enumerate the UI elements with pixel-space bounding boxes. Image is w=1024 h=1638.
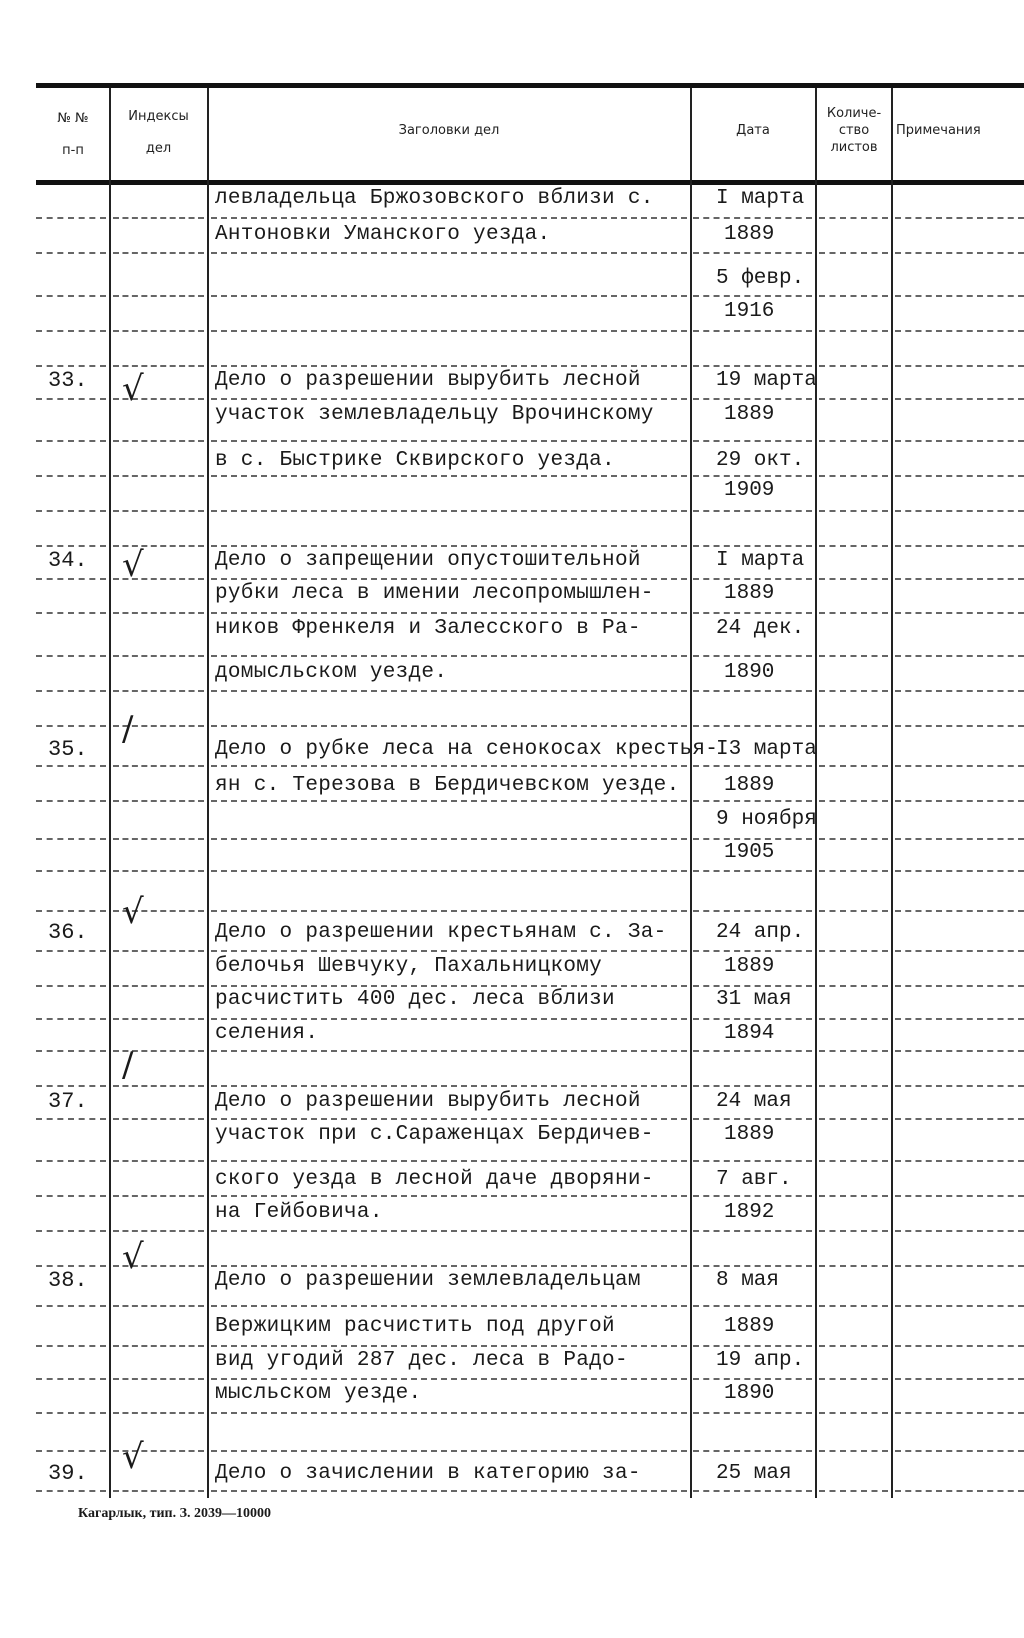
row-rule: [895, 365, 1024, 367]
row-number: 33.: [48, 368, 88, 393]
row-rule: [895, 1160, 1024, 1162]
row-rule: [113, 612, 204, 614]
column-divider: [690, 88, 692, 1498]
row-rule: [211, 1378, 687, 1380]
row-rule: [693, 870, 812, 872]
case-date: I3 марта: [716, 738, 817, 761]
row-rule: [693, 510, 812, 512]
row-rule: [895, 1018, 1024, 1020]
row-rule: [113, 1378, 204, 1380]
row-rule: [895, 1230, 1024, 1232]
row-rule: [819, 985, 888, 987]
row-rule: [895, 655, 1024, 657]
case-title-line: участок землевладельцу Врочинскому: [215, 403, 654, 426]
row-rule: [895, 252, 1024, 254]
case-title-line: вид угодий 287 дес. леса в Радо-: [215, 1349, 628, 1372]
column-divider: [207, 88, 209, 1498]
row-rule: [211, 950, 687, 952]
row-rule: [36, 1378, 106, 1380]
case-date: 1905: [724, 841, 775, 864]
row-rule: [211, 365, 687, 367]
row-rule: [113, 1195, 204, 1197]
row-number: 35.: [48, 737, 88, 762]
row-rule: [211, 612, 687, 614]
row-rule: [211, 838, 687, 840]
row-rule: [693, 330, 812, 332]
header-title: Заголовки дел: [398, 123, 500, 138]
case-title-line: Дело о зачислении в категорию за-: [215, 1462, 641, 1485]
row-rule: [693, 545, 812, 547]
row-rule: [211, 510, 687, 512]
row-rule: [36, 1230, 106, 1232]
row-rule: [819, 578, 888, 580]
row-rule: [211, 1412, 687, 1414]
row-number: 34.: [48, 548, 88, 573]
case-date: 5 февр.: [716, 267, 805, 290]
row-rule: [693, 295, 812, 297]
row-rule: [211, 1450, 687, 1452]
row-rule: [113, 1305, 204, 1307]
case-title-line: в с. Быстрике Сквирского уезда.: [215, 449, 615, 472]
row-number: 38.: [48, 1268, 88, 1293]
row-rule: [693, 690, 812, 692]
row-rule: [819, 475, 888, 477]
row-rule: [36, 1305, 106, 1307]
row-rule: [113, 765, 204, 767]
row-rule: [819, 1195, 888, 1197]
header-notes: Примечания: [896, 123, 981, 138]
row-rule: [36, 985, 106, 987]
case-title-line: левладельца Бржозовского вблизи с.: [215, 187, 654, 210]
row-rule: [113, 330, 204, 332]
row-rule: [819, 725, 888, 727]
row-rule: [693, 398, 812, 400]
case-title-line: участок при с.Сараженцах Бердичев-: [215, 1123, 654, 1146]
row-rule: [211, 1265, 687, 1267]
row-rule: [895, 398, 1024, 400]
row-rule: [895, 1412, 1024, 1414]
case-title-line: ского уезда в лесной даче дворяни-: [215, 1168, 654, 1191]
row-rule: [819, 1160, 888, 1162]
row-number: 37.: [48, 1089, 88, 1114]
header-index-line: дел: [145, 141, 172, 156]
row-rule: [819, 330, 888, 332]
case-date: 1894: [724, 1022, 775, 1045]
row-rule: [36, 1195, 106, 1197]
row-rule: [36, 1160, 106, 1162]
row-rule: [211, 330, 687, 332]
case-title-line: расчистить 400 дес. леса вблизи: [215, 988, 615, 1011]
row-rule: [693, 1050, 812, 1052]
case-date: 1889: [724, 955, 775, 978]
row-rule: [693, 1018, 812, 1020]
case-date: 19 апр.: [716, 1349, 805, 1372]
case-date: 24 дек.: [716, 617, 805, 640]
row-rule: [113, 1490, 204, 1492]
row-rule: [211, 1018, 687, 1020]
row-rule: [211, 870, 687, 872]
row-rule: [895, 330, 1024, 332]
row-rule: [113, 1118, 204, 1120]
row-rule: [693, 1378, 812, 1380]
case-date: 1890: [724, 661, 775, 684]
row-rule: [819, 1230, 888, 1232]
case-date: 1889: [724, 582, 775, 605]
row-rule: [819, 365, 888, 367]
row-rule: [895, 295, 1024, 297]
row-rule: [36, 910, 106, 912]
checkmark-icon: √: [122, 892, 144, 932]
row-rule: [113, 217, 204, 219]
row-rule: [36, 725, 106, 727]
row-rule: [819, 295, 888, 297]
row-rule: [819, 950, 888, 952]
row-rule: [819, 398, 888, 400]
row-rule: [819, 1265, 888, 1267]
row-rule: [36, 765, 106, 767]
row-rule: [819, 252, 888, 254]
row-rule: [113, 1160, 204, 1162]
row-rule: [895, 578, 1024, 580]
case-date: 19 марта: [716, 369, 817, 392]
row-rule: [113, 1230, 204, 1232]
row-rule: [211, 655, 687, 657]
row-rule: [36, 1050, 106, 1052]
row-rule: [211, 910, 687, 912]
case-date: 1889: [724, 403, 775, 426]
row-rule: [895, 1265, 1024, 1267]
row-rule: [211, 252, 687, 254]
printer-imprint: Кагарлык, тип. З. 2039—10000: [78, 1506, 272, 1521]
case-title-line: Дело о разрешении вырубить лесной: [215, 369, 641, 392]
case-title-line: Вержицким расчистить под другой: [215, 1315, 615, 1338]
checkmark-icon: √: [122, 369, 144, 409]
row-rule: [211, 765, 687, 767]
case-title-line: мысльском уезде.: [215, 1382, 422, 1405]
row-rule: [36, 252, 106, 254]
row-rule: [36, 800, 106, 802]
row-rule: [36, 870, 106, 872]
row-rule: [819, 655, 888, 657]
row-rule: [36, 1118, 106, 1120]
row-rule: [895, 1050, 1024, 1052]
row-rule: [36, 1412, 106, 1414]
row-rule: [819, 510, 888, 512]
row-rule: [211, 725, 687, 727]
row-rule: [36, 690, 106, 692]
row-rule: [693, 725, 812, 727]
row-rule: [895, 838, 1024, 840]
row-rule: [693, 612, 812, 614]
row-rule: [819, 1490, 888, 1492]
row-rule: [895, 510, 1024, 512]
case-date: 1889: [724, 223, 775, 246]
row-rule: [211, 217, 687, 219]
checkmark-icon: √: [122, 1437, 144, 1477]
row-rule: [819, 1345, 888, 1347]
row-rule: [693, 1085, 812, 1087]
row-rule: [113, 252, 204, 254]
case-title-line: Антоновки Уманского уезда.: [215, 223, 551, 246]
row-rule: [113, 1345, 204, 1347]
row-rule: [819, 440, 888, 442]
case-title-line: Дело о разрешении землевладельцам: [215, 1269, 641, 1292]
row-rule: [693, 578, 812, 580]
row-rule: [819, 1018, 888, 1020]
checkmark-icon: /: [122, 1045, 134, 1085]
header-bottom-rule: [36, 180, 1024, 185]
header-number-line: № №: [57, 111, 89, 126]
row-rule: [819, 612, 888, 614]
row-rule: [36, 1450, 106, 1452]
header-index-line: Индексы: [128, 109, 189, 124]
row-rule: [211, 578, 687, 580]
row-rule: [211, 1345, 687, 1347]
row-rule: [113, 365, 204, 367]
row-rule: [211, 440, 687, 442]
row-rule: [211, 800, 687, 802]
row-rule: [113, 1412, 204, 1414]
row-rule: [36, 217, 106, 219]
row-rule: [693, 655, 812, 657]
row-rule: [819, 545, 888, 547]
row-rule: [895, 217, 1024, 219]
case-date: I марта: [716, 549, 805, 572]
row-rule: [895, 1118, 1024, 1120]
case-title-line: на Гейбовича.: [215, 1201, 383, 1224]
row-rule: [211, 1050, 687, 1052]
row-rule: [113, 838, 204, 840]
row-rule: [36, 1490, 106, 1492]
checkmark-icon: /: [122, 709, 134, 749]
row-rule: [693, 217, 812, 219]
row-rule: [819, 1450, 888, 1452]
row-rule: [819, 690, 888, 692]
header-top-rule: [36, 83, 1024, 88]
column-divider: [109, 88, 111, 1498]
row-rule: [693, 1490, 812, 1492]
row-rule: [36, 545, 106, 547]
case-date: 29 окт.: [716, 449, 805, 472]
row-rule: [113, 475, 204, 477]
row-rule: [693, 1412, 812, 1414]
row-rule: [211, 475, 687, 477]
row-rule: [895, 950, 1024, 952]
case-date: 1889: [724, 774, 775, 797]
row-rule: [211, 1490, 687, 1492]
row-rule: [819, 765, 888, 767]
row-rule: [693, 910, 812, 912]
case-title-line: рубки леса в имении лесопромышлен-: [215, 582, 654, 605]
row-rule: [693, 1230, 812, 1232]
row-rule: [895, 690, 1024, 692]
case-title-line: белочья Шевчуку, Пахальницкому: [215, 955, 603, 978]
case-date: 7 авг.: [716, 1168, 792, 1191]
case-date: 1909: [724, 479, 775, 502]
row-rule: [36, 1265, 106, 1267]
case-title-line: домысльском уезде.: [215, 661, 448, 684]
row-rule: [113, 510, 204, 512]
row-rule: [36, 838, 106, 840]
case-date: 1916: [724, 300, 775, 323]
row-rule: [113, 800, 204, 802]
row-rule: [819, 1118, 888, 1120]
row-rule: [211, 1195, 687, 1197]
row-rule: [36, 330, 106, 332]
row-rule: [211, 1085, 687, 1087]
row-rule: [693, 950, 812, 952]
row-rule: [113, 870, 204, 872]
row-rule: [895, 1378, 1024, 1380]
row-rule: [819, 910, 888, 912]
case-date: I марта: [716, 187, 805, 210]
case-date: 24 мая: [716, 1090, 792, 1113]
case-date: 9 ноября: [716, 808, 817, 831]
row-rule: [113, 655, 204, 657]
row-rule: [895, 612, 1024, 614]
case-title-line: Дело о рубке леса на сенокосах крестья-: [215, 738, 719, 761]
column-divider: [891, 88, 893, 1498]
row-rule: [819, 800, 888, 802]
row-rule: [693, 1450, 812, 1452]
row-rule: [211, 1305, 687, 1307]
case-title-line: ников Френкеля и Залесского в Ра-: [215, 617, 641, 640]
row-rule: [819, 217, 888, 219]
row-rule: [895, 1305, 1024, 1307]
row-rule: [895, 475, 1024, 477]
row-rule: [693, 1160, 812, 1162]
case-title-line: Дело о разрешении вырубить лесной: [215, 1090, 641, 1113]
row-rule: [211, 545, 687, 547]
header-number: [38, 110, 108, 160]
case-title-line: Дело о запрещении опустошительной: [215, 549, 641, 572]
row-rule: [895, 545, 1024, 547]
row-rule: [895, 1450, 1024, 1452]
row-rule: [113, 985, 204, 987]
case-date: 24 апр.: [716, 921, 805, 944]
header-index: [111, 108, 206, 158]
row-rule: [211, 1160, 687, 1162]
row-rule: [693, 475, 812, 477]
row-rule: [693, 1305, 812, 1307]
row-rule: [36, 612, 106, 614]
row-rule: [693, 1195, 812, 1197]
row-rule: [895, 1345, 1024, 1347]
case-date: 31 мая: [716, 988, 792, 1011]
row-number: 39.: [48, 1461, 88, 1486]
row-rule: [36, 440, 106, 442]
row-rule: [819, 1412, 888, 1414]
row-rule: [895, 985, 1024, 987]
row-rule: [113, 950, 204, 952]
row-rule: [36, 365, 106, 367]
row-rule: [895, 1490, 1024, 1492]
row-rule: [113, 1085, 204, 1087]
case-date: 1892: [724, 1201, 775, 1224]
row-rule: [693, 1345, 812, 1347]
header-sheets-line: ство: [838, 123, 870, 138]
row-rule: [211, 398, 687, 400]
row-rule: [819, 1305, 888, 1307]
row-rule: [895, 1195, 1024, 1197]
header-sheets-line: Количе-: [826, 106, 882, 121]
row-rule: [693, 1265, 812, 1267]
case-title-line: селения.: [215, 1022, 319, 1045]
row-number: 36.: [48, 920, 88, 945]
row-rule: [819, 1085, 888, 1087]
case-date: 25 мая: [716, 1462, 792, 1485]
case-date: 8 мая: [716, 1269, 780, 1292]
row-rule: [36, 578, 106, 580]
row-rule: [113, 295, 204, 297]
row-rule: [36, 655, 106, 657]
row-rule: [819, 1378, 888, 1380]
row-rule: [693, 440, 812, 442]
row-rule: [693, 765, 812, 767]
row-rule: [211, 1230, 687, 1232]
row-rule: [895, 800, 1024, 802]
row-rule: [36, 1018, 106, 1020]
row-rule: [895, 1085, 1024, 1087]
row-rule: [895, 910, 1024, 912]
row-rule: [113, 440, 204, 442]
row-rule: [36, 295, 106, 297]
row-rule: [211, 690, 687, 692]
row-rule: [36, 1345, 106, 1347]
case-date: 1889: [724, 1315, 775, 1338]
row-rule: [895, 725, 1024, 727]
row-rule: [211, 295, 687, 297]
checkmark-icon: √: [122, 1237, 144, 1277]
row-rule: [819, 1050, 888, 1052]
row-rule: [693, 1118, 812, 1120]
header-sheets: [817, 105, 891, 156]
header-date: Дата: [736, 123, 770, 138]
row-rule: [36, 398, 106, 400]
row-rule: [693, 800, 812, 802]
row-rule: [36, 475, 106, 477]
column-divider: [815, 88, 817, 1498]
header-sheets-line: листов: [830, 140, 878, 155]
row-rule: [895, 440, 1024, 442]
row-rule: [113, 1018, 204, 1020]
row-rule: [895, 765, 1024, 767]
row-rule: [36, 950, 106, 952]
checkmark-icon: √: [122, 545, 144, 585]
case-title-line: ян с. Терезова в Бердичевском уезде.: [215, 774, 680, 797]
row-rule: [36, 1085, 106, 1087]
row-rule: [895, 870, 1024, 872]
case-title-line: Дело о разрешении крестьянам с. За-: [215, 921, 667, 944]
row-rule: [113, 690, 204, 692]
header-number-line: п-п: [62, 143, 84, 158]
row-rule: [693, 365, 812, 367]
row-rule: [819, 870, 888, 872]
case-date: 1890: [724, 1382, 775, 1405]
row-rule: [693, 252, 812, 254]
row-rule: [211, 1118, 687, 1120]
row-rule: [819, 838, 888, 840]
case-date: 1889: [724, 1123, 775, 1146]
row-rule: [36, 510, 106, 512]
